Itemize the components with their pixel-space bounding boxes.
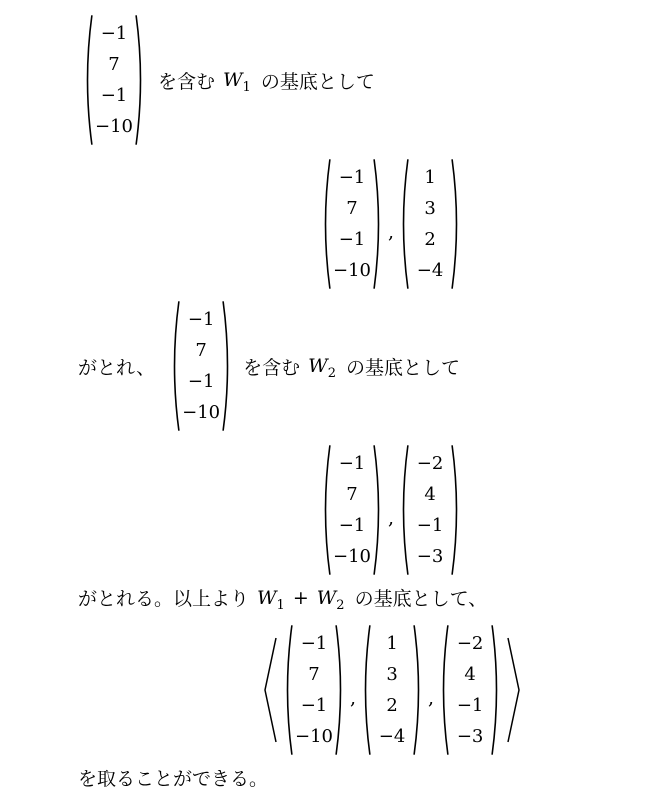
symbol-w: W	[223, 69, 243, 91]
right-paren-icon	[491, 624, 502, 756]
right-paren-icon	[222, 300, 233, 432]
symbol-w2	[316, 586, 345, 613]
vector-a-entry-4: −10	[333, 260, 371, 281]
left-paren-icon	[320, 158, 331, 290]
w2-basis	[320, 444, 462, 576]
left-paren-icon	[360, 624, 371, 756]
right-paren-icon	[135, 14, 146, 146]
left-paren-icon	[282, 624, 293, 756]
text-contain: を含む	[243, 356, 301, 379]
vector-c-entry-3: −1	[416, 515, 444, 536]
left-paren-icon	[169, 300, 180, 432]
vector-a-entry-4: −10	[295, 726, 333, 747]
symbol-w1	[223, 69, 251, 95]
right-paren-icon	[451, 158, 462, 290]
vector-b-entry-1: 1	[424, 167, 436, 188]
symbol-w: W	[257, 586, 277, 609]
left-paren-icon	[320, 444, 331, 576]
vector-a-entry-1: −1	[300, 633, 328, 654]
right-paren-icon	[451, 444, 462, 576]
vector-a	[282, 624, 346, 756]
left-paren-icon	[398, 444, 409, 576]
vector-a-entry-4: −10	[182, 402, 221, 423]
vector-a-entry-3: −1	[187, 371, 215, 392]
line-1	[82, 14, 375, 146]
subscript-1: 1	[276, 597, 285, 613]
right-paren-icon	[413, 624, 424, 756]
text-taken-end: がとれる。以上より	[78, 588, 250, 610]
vector-a	[82, 14, 146, 146]
vector-a-entry-1: −1	[187, 309, 215, 330]
vector-a-entry-2: 7	[308, 664, 320, 685]
left-paren-icon	[438, 624, 449, 756]
vector-a-entry-1: −1	[100, 23, 128, 44]
text-taken: がとれ、	[78, 356, 156, 379]
vector-c-entry-2: 4	[464, 664, 476, 685]
vector-b-entry-3: 2	[424, 229, 436, 250]
vector-a-entry-3: −1	[300, 695, 328, 716]
vector-c-entry-1: −2	[456, 633, 484, 654]
vector-b-entry-1: 1	[386, 633, 398, 654]
vector-c	[398, 444, 462, 576]
subscript-2: 2	[327, 366, 336, 381]
vector-c-entry-1: −2	[416, 453, 444, 474]
vector-a-entry-3: −1	[100, 85, 128, 106]
symbol-w2	[308, 355, 336, 381]
vector-b-entry-2: 3	[424, 198, 436, 219]
vector-a	[320, 444, 384, 576]
vector-a-entry-2: 7	[346, 484, 358, 505]
vector-c-entry-3: −1	[456, 695, 484, 716]
text-final: を取ることができる。	[78, 768, 269, 790]
vector-a-entry-2: 7	[195, 340, 207, 361]
plus-sign: +	[292, 586, 309, 609]
vector-a	[320, 158, 384, 290]
right-paren-icon	[335, 624, 346, 756]
text-basis-as: の基底として	[260, 70, 375, 93]
vector-a	[169, 300, 233, 432]
left-paren-icon	[398, 158, 409, 290]
vector-a-entry-4: −10	[333, 546, 371, 567]
subscript-2: 2	[336, 597, 345, 613]
vector-a-entry-3: −1	[338, 229, 366, 250]
subscript-1: 1	[242, 80, 251, 95]
vector-b-entry-4: −4	[416, 260, 444, 281]
vector-a-entry-2: 7	[108, 54, 120, 75]
vector-a-entry-4: −10	[95, 116, 133, 137]
vector-c-entry-2: 4	[424, 484, 436, 505]
symbol-w1	[257, 586, 285, 613]
line-3	[78, 300, 460, 432]
left-paren-icon	[82, 14, 93, 146]
span-expression	[262, 624, 522, 756]
vector-b	[360, 624, 424, 756]
vector-a-entry-3: −1	[338, 515, 366, 536]
vector-b-entry-4: −4	[378, 726, 406, 747]
symbol-w: W	[316, 586, 337, 609]
line-5	[78, 584, 487, 611]
symbol-w: W	[308, 355, 328, 377]
comma: ,	[350, 687, 357, 709]
right-angle-bracket-icon	[506, 636, 522, 744]
vector-b	[398, 158, 462, 290]
comma: ,	[428, 687, 435, 709]
right-paren-icon	[373, 158, 384, 290]
text-basis-as: の基底として	[345, 356, 460, 379]
vector-b-entry-2: 3	[386, 664, 398, 685]
vector-c-entry-4: −3	[456, 726, 484, 747]
comma: ,	[388, 221, 395, 243]
text-basis-as-comma: の基底として、	[354, 588, 488, 610]
vector-a-entry-1: −1	[338, 453, 366, 474]
w1-basis	[320, 158, 462, 290]
right-paren-icon	[373, 444, 384, 576]
vector-a-entry-2: 7	[346, 198, 358, 219]
text-contain: を含む	[158, 70, 216, 93]
vector-b-entry-3: 2	[386, 695, 398, 716]
vector-c	[438, 624, 502, 756]
vector-c-entry-4: −3	[416, 546, 444, 567]
line-7	[78, 764, 268, 791]
comma: ,	[388, 507, 395, 529]
vector-a-entry-1: −1	[338, 167, 366, 188]
left-angle-bracket-icon	[262, 636, 278, 744]
